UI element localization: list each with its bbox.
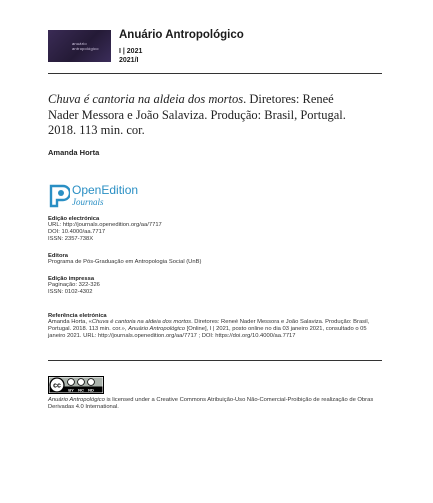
cover-text-line1: anuário bbox=[72, 41, 87, 46]
article-title-rest: . Diretores: Reneé Nader Messora e João Salaviza. Produção: Brasil, Portugal. 2018. 113 min. cor. bbox=[48, 92, 346, 137]
article-title bbox=[48, 92, 348, 139]
openedition-logo-icon bbox=[48, 182, 70, 208]
publisher-block bbox=[48, 253, 378, 266]
reference-divider bbox=[48, 360, 382, 361]
journal-title: Anuário Antropológico bbox=[119, 29, 244, 41]
journal-cover-thumbnail bbox=[48, 30, 111, 62]
electronic-reference-block bbox=[48, 313, 383, 341]
issue-volume: 2021/I bbox=[119, 56, 139, 64]
openedition-logo[interactable] bbox=[48, 182, 148, 212]
print-heading: Edição impressa bbox=[48, 276, 95, 282]
reference-journal: Anuário Antropológico bbox=[128, 326, 185, 333]
publisher-name: Programa de Pós-Graduação em Antropologia Social (UnB) bbox=[48, 259, 202, 265]
license-statement[interactable]: is licensed under a Creative Commons Atribuição-Uso Não-Comercial-Proibição de realização de Obras Derivadas 4.0 International. bbox=[48, 397, 374, 411]
cover-text bbox=[72, 41, 99, 51]
cc-text: cc bbox=[53, 382, 61, 390]
openedition-name: OpenEdition bbox=[72, 183, 139, 197]
reference-suffix: [Online], I | 2021, posto online no dia 03 janeiro 2021, consultado o 05 janeiro 2021. URL: http://journals.openedition.org/aa/7717 ; DOI: https://doi.org/10.4000/aa.7717 bbox=[48, 326, 367, 340]
issue-info bbox=[119, 48, 142, 65]
reference-prefix: Amanda Horta, « bbox=[48, 319, 92, 325]
header-divider bbox=[48, 73, 382, 74]
openedition-sub: Journals bbox=[72, 197, 104, 207]
reference-title: Chuva é cantoria na aldeia dos mortos bbox=[91, 319, 192, 325]
reference-heading: Referência eletrónica bbox=[48, 313, 107, 319]
article-title-italic: Chuva é cantoria na aldeia dos mortos bbox=[48, 92, 244, 106]
nc-text: NC bbox=[78, 387, 84, 393]
electronic-url[interactable]: URL: http://journals.openedition.org/aa/7717 bbox=[48, 222, 162, 228]
reference-middle: . Diretores: Reneé Nader Messora e João Salaviza. Produção: Brasil, Portugal. 2018. 113 min. cor.», bbox=[48, 319, 370, 333]
print-pages: Paginação: 322-326 bbox=[48, 282, 100, 288]
publisher-heading: Editora bbox=[48, 253, 68, 259]
print-edition-block bbox=[48, 276, 378, 296]
cover-text-line2: antropológico bbox=[72, 46, 99, 51]
license-text bbox=[48, 397, 383, 412]
issue-number: I | 2021 bbox=[119, 48, 143, 55]
print-issn: ISSN: 0102-4302 bbox=[48, 289, 93, 296]
cc-by-nc-nd-icon bbox=[48, 376, 104, 394]
by-text: BY bbox=[68, 387, 74, 393]
electronic-edition-block bbox=[48, 216, 378, 244]
article-author: Amanda Horta bbox=[48, 148, 100, 157]
reference-text bbox=[48, 319, 383, 341]
license-journal: Anuário Antropológico bbox=[48, 397, 105, 403]
electronic-heading: Edição electrónica bbox=[48, 216, 100, 222]
electronic-issn: ISSN: 2357-738X bbox=[48, 236, 94, 243]
creative-commons-badge[interactable] bbox=[48, 376, 104, 394]
electronic-doi[interactable]: DOI: 10.4000/aa.7717 bbox=[48, 229, 106, 236]
nd-text: ND bbox=[88, 387, 94, 393]
